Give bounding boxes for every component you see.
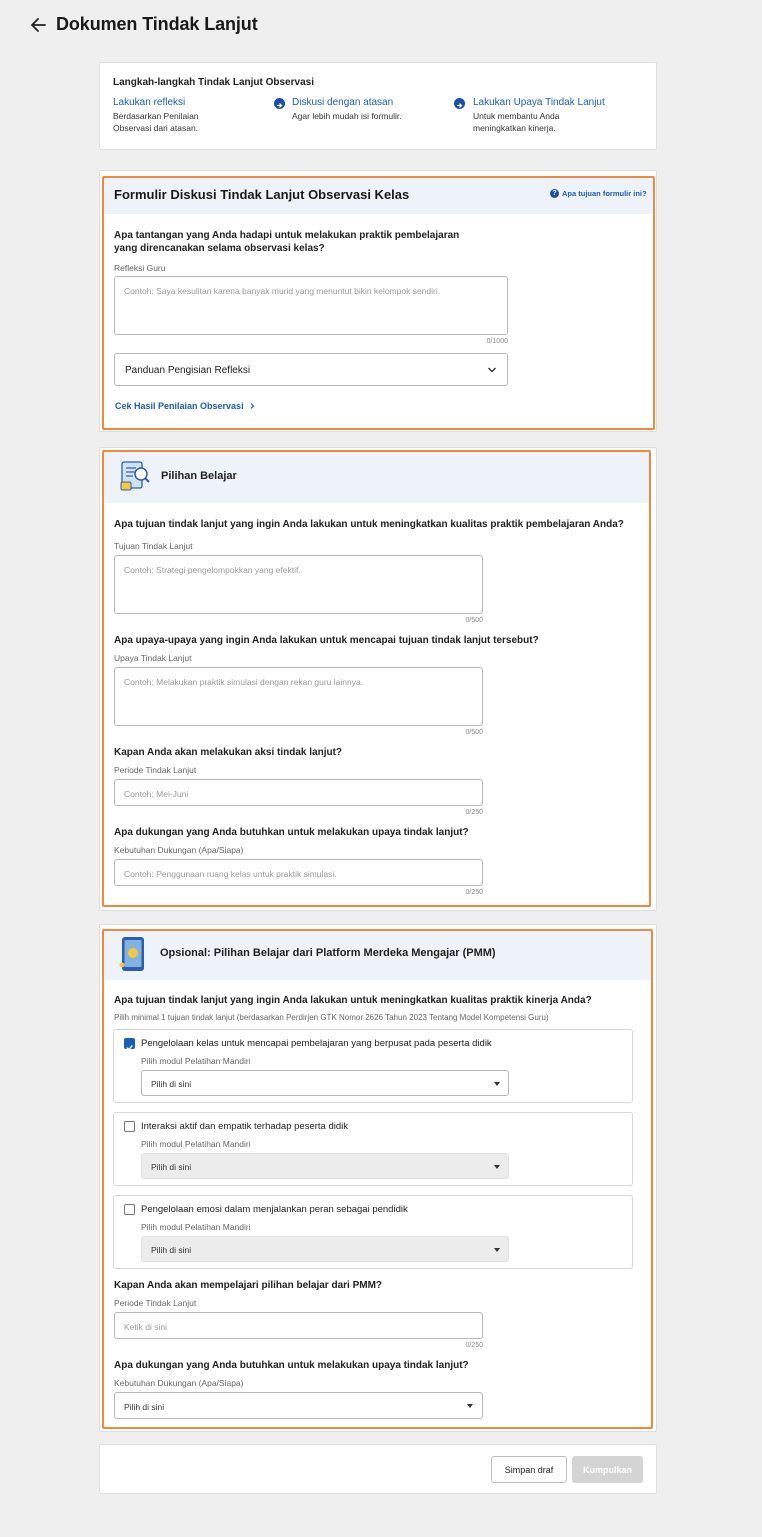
- reflection-form: [102, 176, 655, 430]
- chevron-right-icon: [248, 402, 256, 410]
- char-counter: 0/250: [465, 1342, 483, 1349]
- question-circle-icon: ?: [550, 189, 559, 198]
- result-link-text: Cek Hasil Penilaian Observasi: [115, 401, 244, 411]
- caret-down-icon: [494, 1248, 500, 1252]
- arrow-circle-icon: [274, 98, 285, 109]
- placeholder: Contoh: Strategi pengelompokkan yang efektif.: [124, 565, 301, 575]
- chevron-down-icon: [487, 365, 497, 375]
- arrow-circle-icon: [454, 98, 465, 109]
- learning-choice-form: [102, 450, 651, 907]
- step-reflection: [113, 97, 283, 134]
- field-label: Tujuan Tindak Lanjut: [114, 541, 193, 551]
- option-checkbox[interactable]: [124, 1204, 135, 1215]
- document-search-icon: [116, 458, 152, 494]
- select-value: Pilih di sini: [151, 1245, 192, 1255]
- char-counter: 0/1000: [486, 338, 508, 345]
- option-card: [113, 1195, 633, 1269]
- page-title: Dokumen Tindak Lanjut: [56, 14, 258, 34]
- effort-question: Apa upaya-upaya yang ingin Anda lakukan untuk mencapai tujuan tindak lanjut tersebut?: [114, 635, 539, 646]
- caret-down-icon: [494, 1165, 500, 1169]
- support-question: Apa dukungan yang Anda butuhkan untuk melakukan upaya tindak lanjut?: [114, 827, 469, 838]
- option-sublabel: Pilih modul Pelatihan Mandiri: [141, 1139, 251, 1149]
- period-question: Kapan Anda akan melakukan aksi tindak lanjut?: [114, 747, 343, 758]
- help-link-text: Apa tujuan formulir ini?: [562, 189, 647, 198]
- result-link[interactable]: [115, 401, 256, 411]
- step-title: Diskusi dengan atasan: [292, 97, 394, 108]
- section-heading: Pilihan Belajar: [161, 470, 237, 482]
- step-discussion: [292, 97, 462, 122]
- steps-title: Langkah-langkah Tindak Lanjut Observasi: [113, 77, 314, 88]
- when-question: Kapan Anda akan mempelajari pilihan belajar dari PMM?: [114, 1280, 383, 1291]
- support-input[interactable]: [114, 859, 483, 886]
- help-link[interactable]: [550, 189, 647, 198]
- module-select[interactable]: [141, 1070, 509, 1096]
- option-title: Pengelolaan emosi dalam menjalankan peran sebagai pendidik: [141, 1204, 408, 1215]
- placeholder: Contoh: Mei-Juni: [124, 789, 189, 799]
- option-card: [113, 1112, 633, 1186]
- step-desc: Agar lebih mudah isi formulir.: [292, 111, 402, 121]
- option-title: Interaksi aktif dan empatik terhadap peserta didik: [141, 1121, 349, 1132]
- back-arrow-icon[interactable]: [28, 14, 50, 36]
- pmm-form: [102, 929, 653, 1429]
- option-card: [113, 1029, 633, 1103]
- goal-question: Apa tujuan tindak lanjut yang ingin Anda lakukan untuk meningkatkan kualitas praktik pembelajaran Anda?: [114, 519, 624, 530]
- option-checkbox[interactable]: [124, 1038, 135, 1049]
- step-desc: Berdasarkan Penilaian Observasi dari atasan.: [113, 111, 199, 133]
- placeholder: Contoh: Melakukan praktik simulasi dengan rekan guru lainnya.: [124, 677, 364, 687]
- reflection-question: Apa tantangan yang Anda hadapi untuk melakukan praktik pembelajaran yang direncanakan selama observasi kelas?: [114, 230, 460, 254]
- module-select[interactable]: [141, 1236, 509, 1262]
- step-title: Lakukan refleksi: [113, 97, 186, 108]
- field-label: Upaya Tindak Lanjut: [114, 653, 192, 663]
- caret-down-icon: [467, 1404, 473, 1408]
- char-counter: 0/250: [465, 889, 483, 896]
- option-sublabel: Pilih modul Pelatihan Mandiri: [141, 1222, 251, 1232]
- field-label: Refleksi Guru: [114, 263, 166, 273]
- guide-accordion[interactable]: [114, 353, 508, 386]
- select-value: Pilih di sini: [151, 1162, 192, 1172]
- char-counter: 0/500: [465, 729, 483, 736]
- pmm-hint: Pilih minimal 1 tujuan tindak lanjut (berdasarkan Perdirjen GTK Nomor 2626 Tahun 2023 Tentang Model Kompetensi Guru): [114, 1013, 549, 1022]
- pmm-support-question: Apa dukungan yang Anda butuhkan untuk melakukan upaya tindak lanjut?: [114, 1360, 469, 1371]
- option-title: Pengelolaan kelas untuk mencapai pembelajaran yang berpusat pada peserta didik: [141, 1038, 492, 1049]
- char-counter: 0/500: [465, 617, 483, 624]
- field-label: Periode Tindak Lanjut: [114, 765, 197, 775]
- form-heading: Formulir Diskusi Tindak Lanjut Observasi Kelas: [114, 187, 410, 202]
- step-desc: Untuk membantu Anda meningkatkan kinerja.: [473, 111, 560, 133]
- step-follow-up: [473, 97, 643, 134]
- placeholder: Contoh: Penggunaan ruang kelas untuk praktik simulasi.: [124, 869, 337, 879]
- reflection-textarea[interactable]: [114, 276, 508, 335]
- select-value: Pilih di sini: [151, 1079, 192, 1089]
- field-label: Kebutuhan Dukungan (Apa/Siapa): [114, 845, 244, 855]
- period-input[interactable]: [114, 779, 483, 806]
- page-header: [0, 0, 762, 52]
- check-icon: [125, 1043, 134, 1052]
- placeholder: Contoh: Saya kesulitan karena banyak murid yang menuntut bikin kelompok sendiri.: [124, 286, 441, 296]
- field-label: Kebutuhan Dukungan (Apa/Siapa): [114, 1378, 244, 1388]
- steps-card: [99, 62, 657, 150]
- footer-bar: [99, 1444, 657, 1494]
- caret-down-icon: [494, 1082, 500, 1086]
- step-title: Lakukan Upaya Tindak Lanjut: [473, 97, 605, 108]
- select-value: Pilih di sini: [124, 1402, 165, 1412]
- module-select[interactable]: [141, 1153, 509, 1179]
- save-draft-button[interactable]: Simpan draf: [491, 1456, 567, 1483]
- goal-textarea[interactable]: [114, 555, 483, 614]
- field-label: Periode Tindak Lanjut: [114, 1298, 197, 1308]
- placeholder: Ketik di sini: [124, 1322, 167, 1332]
- support-select[interactable]: [114, 1392, 483, 1419]
- pmm-question: Apa tujuan tindak lanjut yang ingin Anda lakukan untuk meningkatkan kualitas praktik kinerja Anda?: [114, 995, 592, 1006]
- option-sublabel: Pilih modul Pelatihan Mandiri: [141, 1056, 251, 1066]
- when-input[interactable]: [114, 1312, 483, 1339]
- effort-textarea[interactable]: [114, 667, 483, 726]
- section-heading: Opsional: Pilihan Belajar dari Platform Merdeka Mengajar (PMM): [160, 947, 496, 959]
- char-counter: 0/250: [465, 809, 483, 816]
- option-checkbox[interactable]: [124, 1121, 135, 1132]
- guide-label: Panduan Pengisian Refleksi: [125, 365, 251, 376]
- submit-button[interactable]: Kumpulkan: [572, 1456, 643, 1483]
- tablet-sun-icon: [118, 935, 148, 973]
